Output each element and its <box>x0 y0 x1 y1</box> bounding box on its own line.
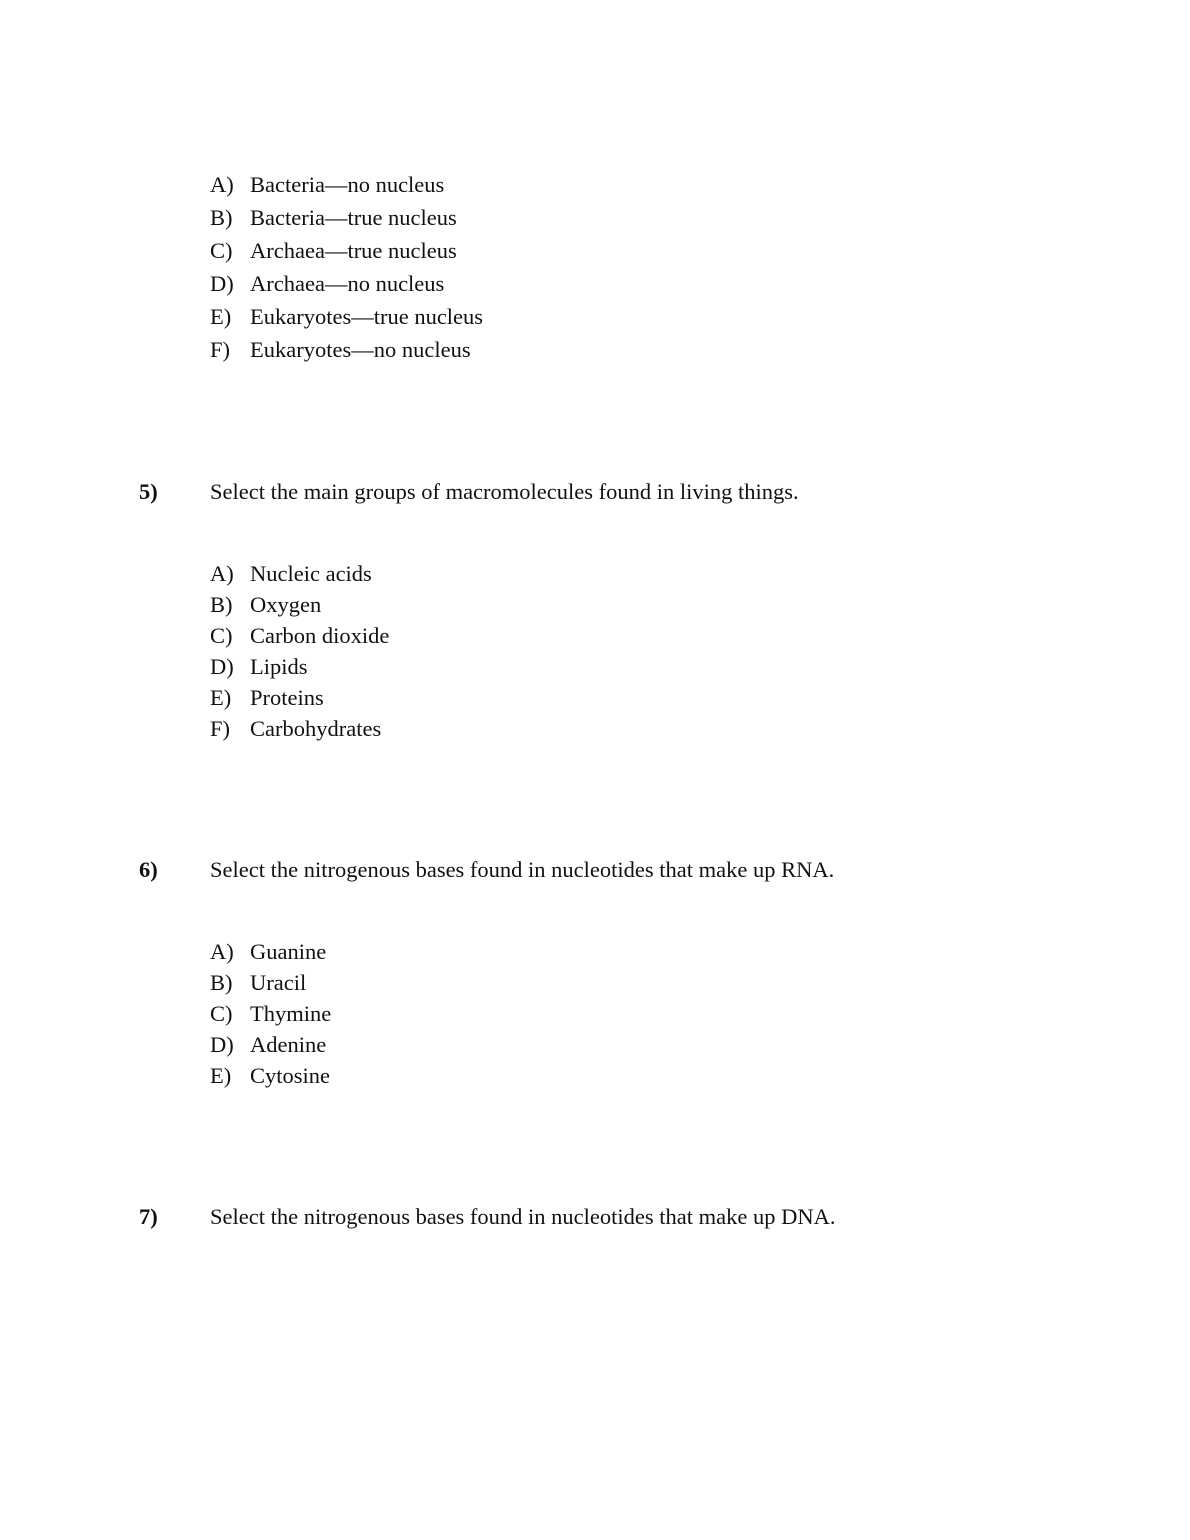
option-letter: A) <box>210 172 234 197</box>
option-text: Eukaryotes—no nucleus <box>250 337 471 362</box>
question-5 <box>139 476 1139 507</box>
option-c[interactable] <box>210 998 331 1029</box>
option-letter: B) <box>210 592 233 617</box>
option-letter: F) <box>210 716 231 741</box>
question-number: 5) <box>139 479 158 504</box>
option-b[interactable] <box>210 201 483 234</box>
option-text: Cytosine <box>250 1063 331 1088</box>
option-c[interactable] <box>210 234 483 267</box>
option-text: Adenine <box>250 1032 327 1057</box>
option-letter: C) <box>210 1001 233 1026</box>
option-e[interactable] <box>210 682 389 713</box>
option-f[interactable] <box>210 713 389 744</box>
question-text: Select the nitrogenous bases found in nucleotides that make up RNA. <box>210 857 835 882</box>
option-letter: D) <box>210 1032 234 1057</box>
option-b[interactable] <box>210 967 331 998</box>
option-a[interactable] <box>210 168 483 201</box>
option-d[interactable] <box>210 267 483 300</box>
option-a[interactable] <box>210 558 389 589</box>
option-d[interactable] <box>210 1029 331 1060</box>
question-6 <box>139 854 1139 885</box>
option-letter: E) <box>210 304 232 329</box>
option-text: Bacteria—true nucleus <box>250 205 457 230</box>
option-text: Oxygen <box>250 592 322 617</box>
option-letter: A) <box>210 561 234 586</box>
question-number: 7) <box>139 1204 158 1229</box>
question-4-options <box>210 168 483 366</box>
option-letter: D) <box>210 654 234 679</box>
option-text: Eukaryotes—true nucleus <box>250 304 484 329</box>
question-6-options <box>210 936 331 1091</box>
option-text: Carbon dioxide <box>250 623 390 648</box>
option-text: Lipids <box>250 654 308 679</box>
option-letter: A) <box>210 939 234 964</box>
option-letter: E) <box>210 685 232 710</box>
option-text: Thymine <box>250 1001 332 1026</box>
option-letter: C) <box>210 623 233 648</box>
option-text: Proteins <box>250 685 324 710</box>
question-7 <box>139 1201 1139 1232</box>
option-letter: B) <box>210 970 233 995</box>
option-c[interactable] <box>210 620 389 651</box>
question-text: Select the main groups of macromolecules found in living things. <box>210 479 799 504</box>
option-e[interactable] <box>210 300 483 333</box>
option-letter: C) <box>210 238 233 263</box>
option-text: Bacteria—no nucleus <box>250 172 445 197</box>
option-letter: E) <box>210 1063 232 1088</box>
option-a[interactable] <box>210 936 331 967</box>
option-letter: D) <box>210 271 234 296</box>
option-letter: B) <box>210 205 233 230</box>
question-text: Select the nitrogenous bases found in nucleotides that make up DNA. <box>210 1204 836 1229</box>
option-f[interactable] <box>210 333 483 366</box>
option-letter: F) <box>210 337 231 362</box>
option-d[interactable] <box>210 651 389 682</box>
option-text: Archaea—true nucleus <box>250 238 457 263</box>
option-text: Uracil <box>250 970 307 995</box>
option-e[interactable] <box>210 1060 331 1091</box>
option-text: Carbohydrates <box>250 716 382 741</box>
question-5-options <box>210 558 389 744</box>
option-text: Archaea—no nucleus <box>250 271 445 296</box>
question-number: 6) <box>139 857 158 882</box>
option-b[interactable] <box>210 589 389 620</box>
option-text: Nucleic acids <box>250 561 372 586</box>
option-text: Guanine <box>250 939 327 964</box>
